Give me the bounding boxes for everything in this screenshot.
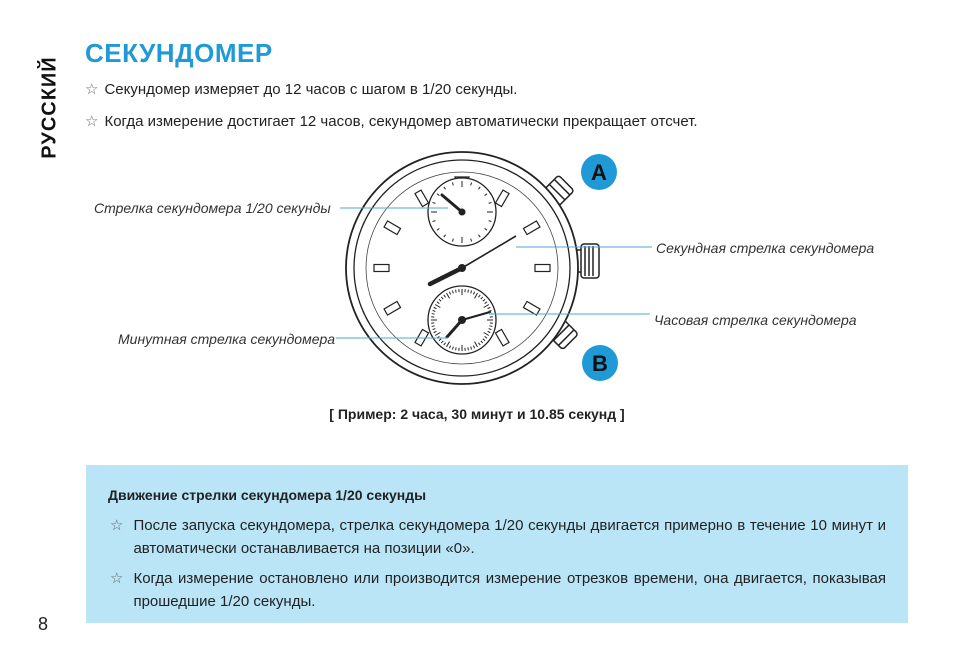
subdial-tick <box>432 314 435 315</box>
info-bullet-1 <box>110 514 886 560</box>
page-title: СЕКУНДОМЕР <box>85 38 273 68</box>
info-box-title: Движение стрелки секундомера 1/20 секунды <box>108 487 427 503</box>
page-number: 8 <box>38 614 49 634</box>
example-caption <box>0 406 954 422</box>
star-bullet-icon: ☆ <box>85 113 99 130</box>
callout-minute-hand: Минутная стрелка секундомера <box>118 331 336 347</box>
info-bullet-text-2: Когда измерение остановлено или производится измерение отрезков времени, она двигается, показывая прошедшие 1/20 секунды. <box>133 570 886 610</box>
language-label-text: РУССКИЙ <box>38 55 61 159</box>
example-caption-text: [ Пример: 2 часа, 30 минут и 10.85 секунд ] <box>329 406 625 422</box>
subdial-tick <box>456 347 457 350</box>
callout-hour-hand: Часовая стрелка секундомера <box>654 312 857 328</box>
button-b-label: B <box>592 351 608 376</box>
center-pivot <box>458 264 466 272</box>
button-a-label: A <box>591 160 607 185</box>
star-bullet-icon: ☆ <box>110 570 124 587</box>
star-bullet-icon: ☆ <box>110 517 124 534</box>
callout-second-hand: Секундная стрелка секундомера <box>656 240 875 256</box>
intro-bullet-text-1: Секундомер измеряет до 12 часов с шагом в 1/20 секунды. <box>104 81 518 98</box>
subdial-tick <box>468 290 469 293</box>
subdial-tick <box>489 326 492 327</box>
hour-marker <box>535 265 550 272</box>
subdial-tick <box>468 347 469 350</box>
info-bullet-2 <box>110 567 886 613</box>
subdial-bottom-pivot <box>458 316 466 324</box>
info-box <box>86 465 908 623</box>
intro-bullet-text-2: Когда измерение достигает 12 часов, секундомер автоматически прекращает отсчет. <box>104 113 698 130</box>
info-bullet-text-1: После запуска секундомера, стрелка секундомера 1/20 секунды двигается примерно в течение 10 минут и автоматически останавливается на позиции «0». <box>133 517 886 557</box>
subdial-tick <box>456 290 457 293</box>
subdial-tick <box>432 326 435 327</box>
subdial-top-pivot <box>459 209 466 216</box>
hour-marker <box>374 265 389 272</box>
star-bullet-icon: ☆ <box>85 81 99 98</box>
callout-1-20-hand: Стрелка секундомера 1/20 секунды <box>94 200 331 216</box>
